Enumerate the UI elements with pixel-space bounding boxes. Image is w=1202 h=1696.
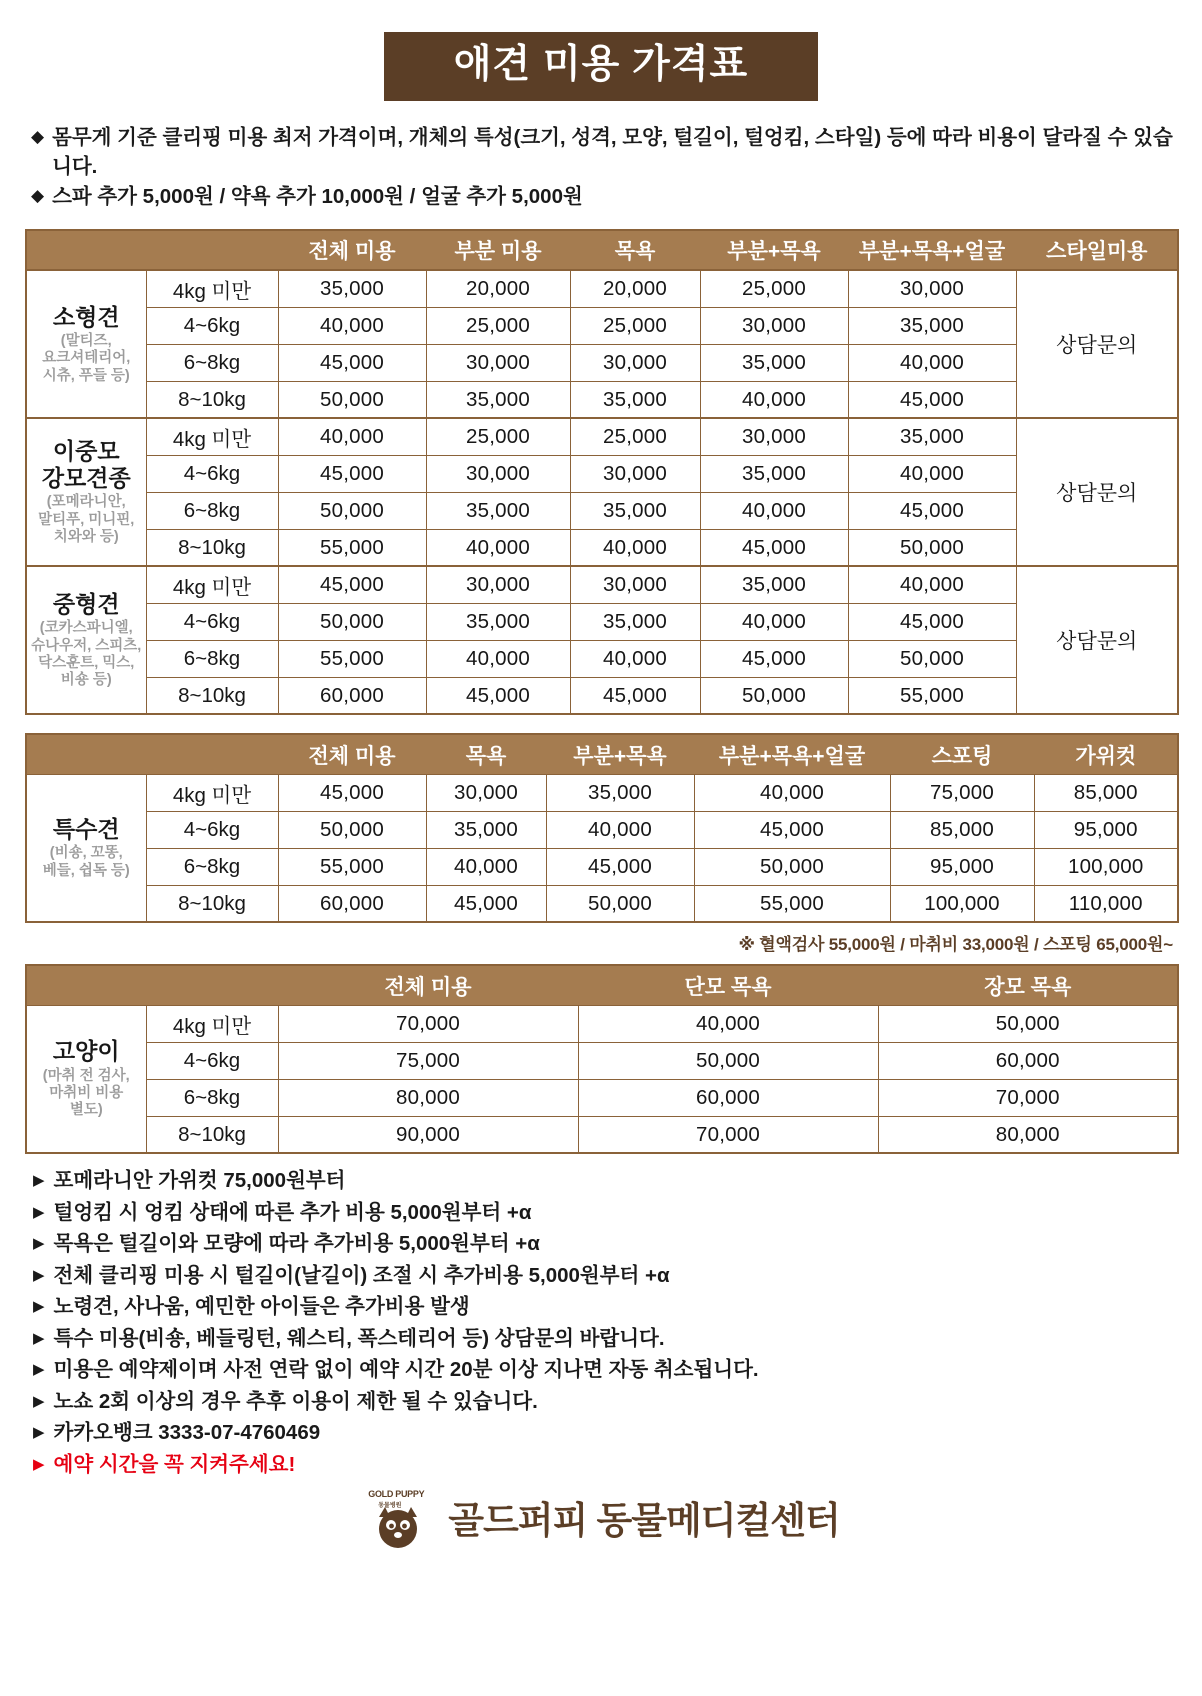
price-cell: 35,000 [426, 811, 546, 848]
weight-cell: 4kg 미만 [146, 566, 278, 603]
price-cell: 50,000 [278, 603, 426, 640]
diamond-bullet-icon: ◆ [31, 127, 45, 146]
weight-cell: 8~10kg [146, 1116, 278, 1153]
table-header-cell: 부분+목욕 [546, 734, 694, 774]
table-row [26, 381, 1178, 418]
special-price-table-wrap [25, 733, 1177, 923]
price-cell: 50,000 [878, 1005, 1178, 1042]
price-cell: 40,000 [848, 455, 1016, 492]
special-price-table [25, 733, 1179, 923]
price-cell: 35,000 [546, 774, 694, 811]
price-cell: 35,000 [700, 566, 848, 603]
bottom-note-item [33, 1326, 1177, 1350]
style-consult-cell: 상담문의 [1016, 270, 1178, 418]
table-row [26, 1079, 1178, 1116]
group-sub-label: (마취 전 검사, 마취비 비용 별도) [42, 1067, 130, 1119]
group-label-cell: 특수견 (비숑, 꼬똥, 베들, 쉽독 등) [26, 774, 146, 922]
table-header-cell: 전체 미용 [278, 734, 426, 774]
price-cell: 30,000 [426, 344, 570, 381]
bottom-note-item [33, 1452, 1177, 1476]
bottom-note-text: 노쇼 2회 이상의 경우 추후 이용이 제한 될 수 있습니다. [53, 1389, 538, 1413]
price-cell: 45,000 [570, 677, 700, 714]
table-header-cell: 부분+목욕+얼굴 [694, 734, 890, 774]
price-cell: 50,000 [546, 885, 694, 922]
price-cell: 40,000 [700, 492, 848, 529]
price-cell: 95,000 [1034, 811, 1178, 848]
table-header-cell: 가위컷 [1034, 734, 1178, 774]
price-cell: 40,000 [700, 381, 848, 418]
style-consult-cell: 상담문의 [1016, 566, 1178, 714]
table-row [26, 640, 1178, 677]
table-row [26, 418, 1178, 455]
table-row [26, 270, 1178, 307]
price-cell: 55,000 [278, 529, 426, 566]
table-row [26, 455, 1178, 492]
price-cell: 75,000 [278, 1042, 578, 1079]
price-cell: 100,000 [890, 885, 1034, 922]
table-header-cell: 부분 미용 [426, 230, 570, 270]
dog-table-body [26, 270, 1178, 714]
weight-cell: 8~10kg [146, 529, 278, 566]
intro-note-2-text: 스파 추가 5,000원 / 약욕 추가 10,000원 / 얼굴 추가 5,000원 [52, 185, 583, 209]
price-cell: 30,000 [700, 418, 848, 455]
special-table-head [26, 734, 1178, 774]
intro-note-2 [31, 182, 1177, 211]
group-sub-label: (코카스파니엘, 슈나우저, 스피츠, 닥스훈트, 믹스, 비숑 등) [31, 620, 142, 689]
price-cell: 30,000 [426, 455, 570, 492]
price-cell: 50,000 [278, 811, 426, 848]
cat-table-body [26, 1005, 1178, 1153]
price-cell: 40,000 [278, 418, 426, 455]
price-cell: 60,000 [278, 677, 426, 714]
price-cell: 35,000 [426, 381, 570, 418]
price-cell: 30,000 [570, 455, 700, 492]
price-cell: 40,000 [570, 640, 700, 677]
price-cell: 35,000 [426, 492, 570, 529]
price-cell: 40,000 [848, 566, 1016, 603]
price-cell: 40,000 [426, 640, 570, 677]
price-cell: 85,000 [1034, 774, 1178, 811]
price-cell: 40,000 [578, 1005, 878, 1042]
table-header-blank [26, 965, 146, 1005]
cat-table-head [26, 965, 1178, 1005]
group-sub-label: (포메라니안, 말티푸, 미니핀, 치와와 등) [38, 494, 135, 545]
footer-logo [25, 1489, 1177, 1551]
price-cell: 50,000 [694, 848, 890, 885]
weight-cell: 6~8kg [146, 1079, 278, 1116]
price-cell: 45,000 [426, 885, 546, 922]
clinic-name: 골드퍼피 동물메디컬센터 [448, 1499, 840, 1541]
price-cell: 25,000 [570, 307, 700, 344]
table-header-blank [146, 230, 278, 270]
price-cell: 95,000 [890, 848, 1034, 885]
price-cell: 45,000 [700, 529, 848, 566]
price-cell: 35,000 [570, 381, 700, 418]
bottom-note-item [33, 1423, 1177, 1444]
price-cell: 100,000 [1034, 848, 1178, 885]
group-label-cell: 이중모 강모견종 (포메라니안, 말티푸, 미니핀, 치와와 등) [26, 418, 146, 566]
price-cell: 60,000 [278, 885, 426, 922]
weight-cell: 4kg 미만 [146, 774, 278, 811]
table-header-cell: 스포팅 [890, 734, 1034, 774]
price-cell: 50,000 [700, 677, 848, 714]
table-row [26, 307, 1178, 344]
price-cell: 45,000 [426, 677, 570, 714]
bottom-note-text: 포메라니안 가위컷 75,000원부터 [53, 1169, 346, 1193]
table-row [26, 677, 1178, 714]
bottom-note-text: 목욕은 털길이와 모량에 따라 추가비용 5,000원부터 +α [53, 1232, 540, 1256]
weight-cell: 8~10kg [146, 885, 278, 922]
price-cell: 25,000 [426, 307, 570, 344]
price-cell: 30,000 [570, 566, 700, 603]
price-cell: 40,000 [546, 811, 694, 848]
triangle-bullet-icon: ▶ [33, 1455, 45, 1473]
price-cell: 40,000 [694, 774, 890, 811]
price-cell: 70,000 [578, 1116, 878, 1153]
price-cell: 110,000 [1034, 885, 1178, 922]
price-cell: 50,000 [848, 529, 1016, 566]
bottom-note-item [33, 1234, 1177, 1255]
price-cell: 80,000 [878, 1116, 1178, 1153]
intro-notes [25, 123, 1177, 211]
group-label-cell: 고양이 (마취 전 검사, 마취비 비용 별도) [26, 1005, 146, 1153]
price-cell: 85,000 [890, 811, 1034, 848]
price-cell: 45,000 [848, 381, 1016, 418]
bottom-note-text: 미용은 예약제이며 사전 연락 없이 예약 시간 20분 이상 지나면 자동 취소됩니다. [53, 1358, 759, 1382]
price-cell: 50,000 [278, 492, 426, 529]
price-cell: 35,000 [848, 307, 1016, 344]
weight-cell: 6~8kg [146, 344, 278, 381]
dog-table-head [26, 230, 1178, 270]
price-cell: 20,000 [570, 270, 700, 307]
table-row [26, 1042, 1178, 1079]
price-cell: 35,000 [700, 344, 848, 381]
weight-cell: 6~8kg [146, 492, 278, 529]
title-banner-wrap [25, 0, 1177, 101]
cat-price-table [25, 964, 1179, 1154]
weight-cell: 4~6kg [146, 603, 278, 640]
price-cell: 30,000 [426, 774, 546, 811]
price-cell: 35,000 [426, 603, 570, 640]
weight-cell: 8~10kg [146, 381, 278, 418]
table-row [26, 848, 1178, 885]
triangle-bullet-icon: ▶ [33, 1392, 45, 1410]
triangle-bullet-icon: ▶ [33, 1172, 45, 1190]
weight-cell: 4~6kg [146, 1042, 278, 1079]
table-header-cell: 부분+목욕+얼굴 [848, 230, 1016, 270]
bottom-note-item [33, 1360, 1177, 1381]
bottom-note-item [33, 1389, 1177, 1413]
price-cell: 55,000 [278, 848, 426, 885]
price-cell: 45,000 [848, 492, 1016, 529]
triangle-bullet-icon: ▶ [33, 1203, 45, 1221]
weight-cell: 4~6kg [146, 455, 278, 492]
table-header-cell: 전체 미용 [278, 965, 578, 1005]
intro-note-1-text: 몸무게 기준 클리핑 미용 최저 가격이며, 개체의 특성(크기, 성격, 모양, 털길이, 털엉킴, 스타일) 등에 따라 비용이 달라질 수 있습니다. [52, 126, 1173, 179]
price-cell: 20,000 [426, 270, 570, 307]
dog-price-table [25, 229, 1179, 715]
price-cell: 90,000 [278, 1116, 578, 1153]
price-cell: 40,000 [570, 529, 700, 566]
price-cell: 40,000 [700, 603, 848, 640]
price-cell: 40,000 [426, 848, 546, 885]
price-cell: 35,000 [700, 455, 848, 492]
weight-cell: 4kg 미만 [146, 270, 278, 307]
table-header-blank [146, 734, 278, 774]
bottom-note-item [33, 1200, 1177, 1224]
price-cell: 35,000 [278, 270, 426, 307]
price-cell: 45,000 [700, 640, 848, 677]
bottom-note-text: 카카오뱅크 3333-07-4760469 [53, 1421, 321, 1445]
dog-price-table-wrap [25, 229, 1177, 715]
price-cell: 55,000 [278, 640, 426, 677]
triangle-bullet-icon: ▶ [33, 1329, 45, 1347]
bottom-note-text: 특수 미용(비숑, 베들링턴, 웨스티, 폭스테리어 등) 상담문의 바랍니다. [53, 1326, 665, 1350]
price-cell: 60,000 [878, 1042, 1178, 1079]
price-cell: 45,000 [694, 811, 890, 848]
price-cell: 30,000 [426, 566, 570, 603]
price-cell: 45,000 [278, 344, 426, 381]
page-title: 애견 미용 가격표 [384, 32, 818, 101]
price-cell: 75,000 [890, 774, 1034, 811]
price-cell: 35,000 [570, 603, 700, 640]
logo-wordmark-small: 동물병원 [378, 1503, 402, 1510]
table-header-cell: 장모 목욕 [878, 965, 1178, 1005]
table-header-blank [146, 965, 278, 1005]
table-row [26, 603, 1178, 640]
price-cell: 50,000 [278, 381, 426, 418]
table-header-cell: 스타일미용 [1016, 230, 1178, 270]
weight-cell: 4~6kg [146, 307, 278, 344]
price-cell: 45,000 [848, 603, 1016, 640]
table-row [26, 1005, 1178, 1042]
price-cell: 40,000 [426, 529, 570, 566]
table-header-cell: 단모 목욕 [578, 965, 878, 1005]
table-row [26, 529, 1178, 566]
price-cell: 45,000 [278, 774, 426, 811]
group-sub-label: (비숑, 꼬똥, 베들, 쉽독 등) [42, 845, 130, 879]
table-row [26, 344, 1178, 381]
bottom-note-text: 예약 시간을 꼭 지켜주세요! [53, 1452, 296, 1476]
price-cell: 25,000 [700, 270, 848, 307]
triangle-bullet-icon: ▶ [33, 1235, 45, 1253]
price-cell: 45,000 [278, 566, 426, 603]
bottom-note-text: 노령견, 사나움, 예민한 아이들은 추가비용 발생 [53, 1295, 470, 1319]
gold-puppy-logo-icon [362, 1489, 434, 1551]
triangle-bullet-icon: ▶ [33, 1266, 45, 1284]
bottom-notes-list [25, 1171, 1177, 1475]
triangle-bullet-icon: ▶ [33, 1298, 45, 1316]
bottom-note-item [33, 1263, 1177, 1287]
price-cell: 45,000 [278, 455, 426, 492]
table-row [26, 811, 1178, 848]
price-cell: 25,000 [426, 418, 570, 455]
table-row [26, 492, 1178, 529]
price-cell: 40,000 [278, 307, 426, 344]
group-label-cell: 중형견 (코카스파니엘, 슈나우저, 스피츠, 닥스훈트, 믹스, 비숑 등) [26, 566, 146, 714]
table-header-cell: 목욕 [426, 734, 546, 774]
bottom-note-text: 전체 클리핑 미용 시 털길이(날길이) 조절 시 추가비용 5,000원부터 +α [53, 1263, 670, 1287]
price-cell: 30,000 [848, 270, 1016, 307]
intro-note-1 [31, 123, 1177, 181]
weight-cell: 8~10kg [146, 677, 278, 714]
price-cell: 55,000 [694, 885, 890, 922]
table-header-cell: 전체 미용 [278, 230, 426, 270]
price-cell: 30,000 [570, 344, 700, 381]
weight-cell: 4kg 미만 [146, 418, 278, 455]
logo-wordmark-top: GOLD PUPPY [368, 1489, 425, 1500]
weight-cell: 4~6kg [146, 811, 278, 848]
diamond-bullet-icon: ◆ [31, 186, 45, 206]
style-consult-cell: 상담문의 [1016, 418, 1178, 566]
bottom-note-text: 털엉킴 시 엉킴 상태에 따른 추가 비용 5,000원부터 +α [53, 1200, 532, 1224]
price-cell: 50,000 [578, 1042, 878, 1079]
table-header-blank [26, 230, 146, 270]
cat-price-table-wrap [25, 964, 1177, 1154]
price-cell: 50,000 [848, 640, 1016, 677]
group-label-cell: 소형견 (말티즈, 요크셔테리어, 시츄, 푸들 등) [26, 270, 146, 418]
triangle-bullet-icon: ▶ [33, 1424, 45, 1442]
price-cell: 60,000 [578, 1079, 878, 1116]
price-cell: 25,000 [570, 418, 700, 455]
group-sub-label: (말티즈, 요크셔테리어, 시츄, 푸들 등) [42, 332, 131, 384]
special-table-body [26, 774, 1178, 922]
price-cell: 55,000 [848, 677, 1016, 714]
price-cell: 45,000 [546, 848, 694, 885]
price-cell: 70,000 [278, 1005, 578, 1042]
table-row [26, 1116, 1178, 1153]
price-cell: 35,000 [570, 492, 700, 529]
table-header-blank [26, 734, 146, 774]
table-row [26, 774, 1178, 811]
bottom-note-item [33, 1171, 1177, 1192]
bottom-note-item [33, 1297, 1177, 1318]
triangle-bullet-icon: ▶ [33, 1361, 45, 1379]
price-cell: 35,000 [848, 418, 1016, 455]
weight-cell: 4kg 미만 [146, 1005, 278, 1042]
price-cell: 30,000 [700, 307, 848, 344]
price-cell: 70,000 [878, 1079, 1178, 1116]
price-cell: 40,000 [848, 344, 1016, 381]
price-cell: 80,000 [278, 1079, 578, 1116]
table-header-cell: 목욕 [570, 230, 700, 270]
table-row [26, 885, 1178, 922]
table-row [26, 566, 1178, 603]
weight-cell: 6~8kg [146, 640, 278, 677]
special-table-note: ※ 혈액검사 55,000원 / 마취비 33,000원 / 스포팅 65,000원~ [738, 935, 1173, 955]
table-header-cell: 부분+목욕 [700, 230, 848, 270]
weight-cell: 6~8kg [146, 848, 278, 885]
